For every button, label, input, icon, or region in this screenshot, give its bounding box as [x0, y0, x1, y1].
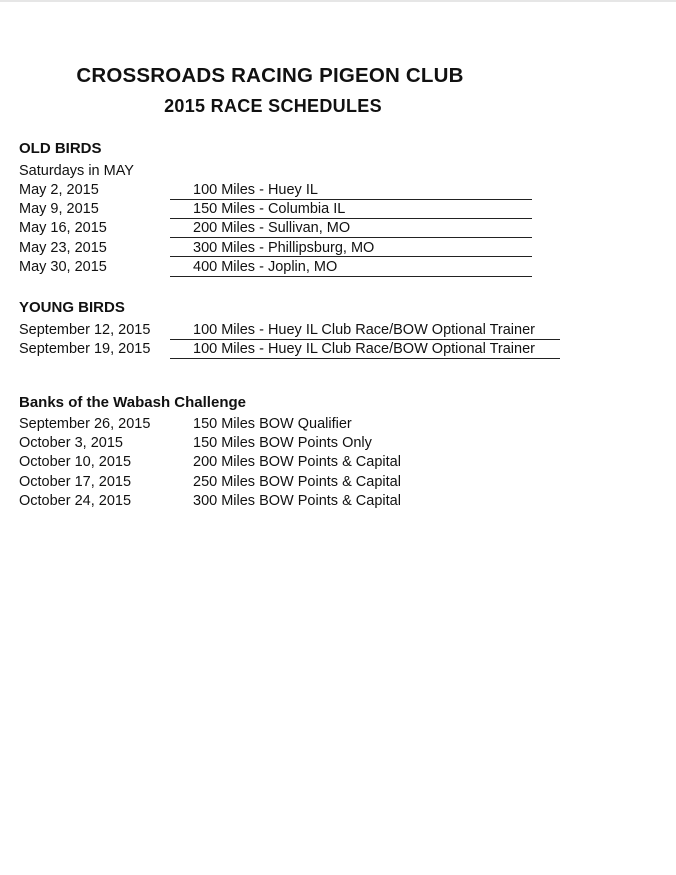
race-description: 100 Miles - Huey IL	[193, 182, 318, 198]
schedule-row	[19, 434, 619, 453]
old-birds-schedule	[19, 181, 619, 277]
schedule-row	[19, 492, 619, 511]
ruled-line	[170, 218, 532, 219]
schedule-row	[19, 340, 619, 359]
race-date: October 10, 2015	[19, 454, 132, 471]
schedule-row	[19, 200, 619, 219]
schedule-row	[19, 239, 619, 258]
ruled-line	[170, 199, 532, 200]
schedule-row	[19, 415, 619, 434]
schedule-row	[19, 181, 619, 200]
race-date: October 24, 2015	[19, 492, 132, 509]
ruled-line	[170, 339, 560, 340]
schedule-row	[19, 321, 619, 340]
race-description: 200 Miles BOW Points & Capital	[193, 454, 401, 471]
scanned-page-edge	[0, 0, 676, 2]
race-date: May 2, 2015	[19, 182, 99, 198]
race-date: October 3, 2015	[19, 435, 123, 452]
race-description: 150 Miles BOW Qualifier	[193, 416, 352, 432]
ruled-line	[170, 237, 532, 238]
young-birds-heading: YOUNG BIRDS	[19, 299, 125, 316]
race-description: 300 Miles BOW Points & Capital	[193, 492, 401, 509]
race-date: September 19, 2015	[19, 341, 151, 358]
race-description: 150 Miles BOW Points Only	[193, 435, 372, 452]
race-date: May 23, 2015	[19, 239, 107, 256]
race-description: 200 Miles - Sullivan, MO	[193, 220, 351, 237]
ruled-line	[170, 276, 532, 277]
ruled-line	[170, 256, 532, 257]
old-birds-heading: OLD BIRDS	[19, 140, 102, 157]
race-description: 400 Miles - Joplin, MO	[193, 258, 338, 275]
schedule-row	[19, 258, 619, 277]
club-title: CROSSROADS RACING PIGEON CLUB	[76, 64, 464, 87]
old-birds-note: Saturdays in MAY	[19, 163, 134, 179]
ruled-line	[170, 358, 560, 359]
race-date: October 17, 2015	[19, 473, 132, 490]
race-date: September 12, 2015	[19, 322, 151, 338]
race-description: 100 Miles - Huey IL Club Race/BOW Optional Trainer	[193, 322, 535, 338]
wabash-heading: Banks of the Wabash Challenge	[19, 394, 246, 411]
race-date: May 16, 2015	[19, 220, 107, 237]
schedule-row	[19, 453, 619, 472]
schedule-row	[19, 219, 619, 238]
young-birds-schedule	[19, 321, 619, 359]
race-description: 250 Miles BOW Points & Capital	[193, 473, 401, 490]
wabash-schedule	[19, 415, 619, 511]
schedule-row	[19, 473, 619, 492]
race-description: 100 Miles - Huey IL Club Race/BOW Optional Trainer	[193, 341, 535, 358]
race-date: May 9, 2015	[19, 201, 99, 218]
race-date: May 30, 2015	[19, 258, 107, 275]
schedule-subtitle: 2015 RACE SCHEDULES	[164, 96, 382, 116]
race-date: September 26, 2015	[19, 416, 151, 432]
race-description: 150 Miles - Columbia IL	[193, 201, 346, 218]
race-description: 300 Miles - Phillipsburg, MO	[193, 239, 375, 256]
